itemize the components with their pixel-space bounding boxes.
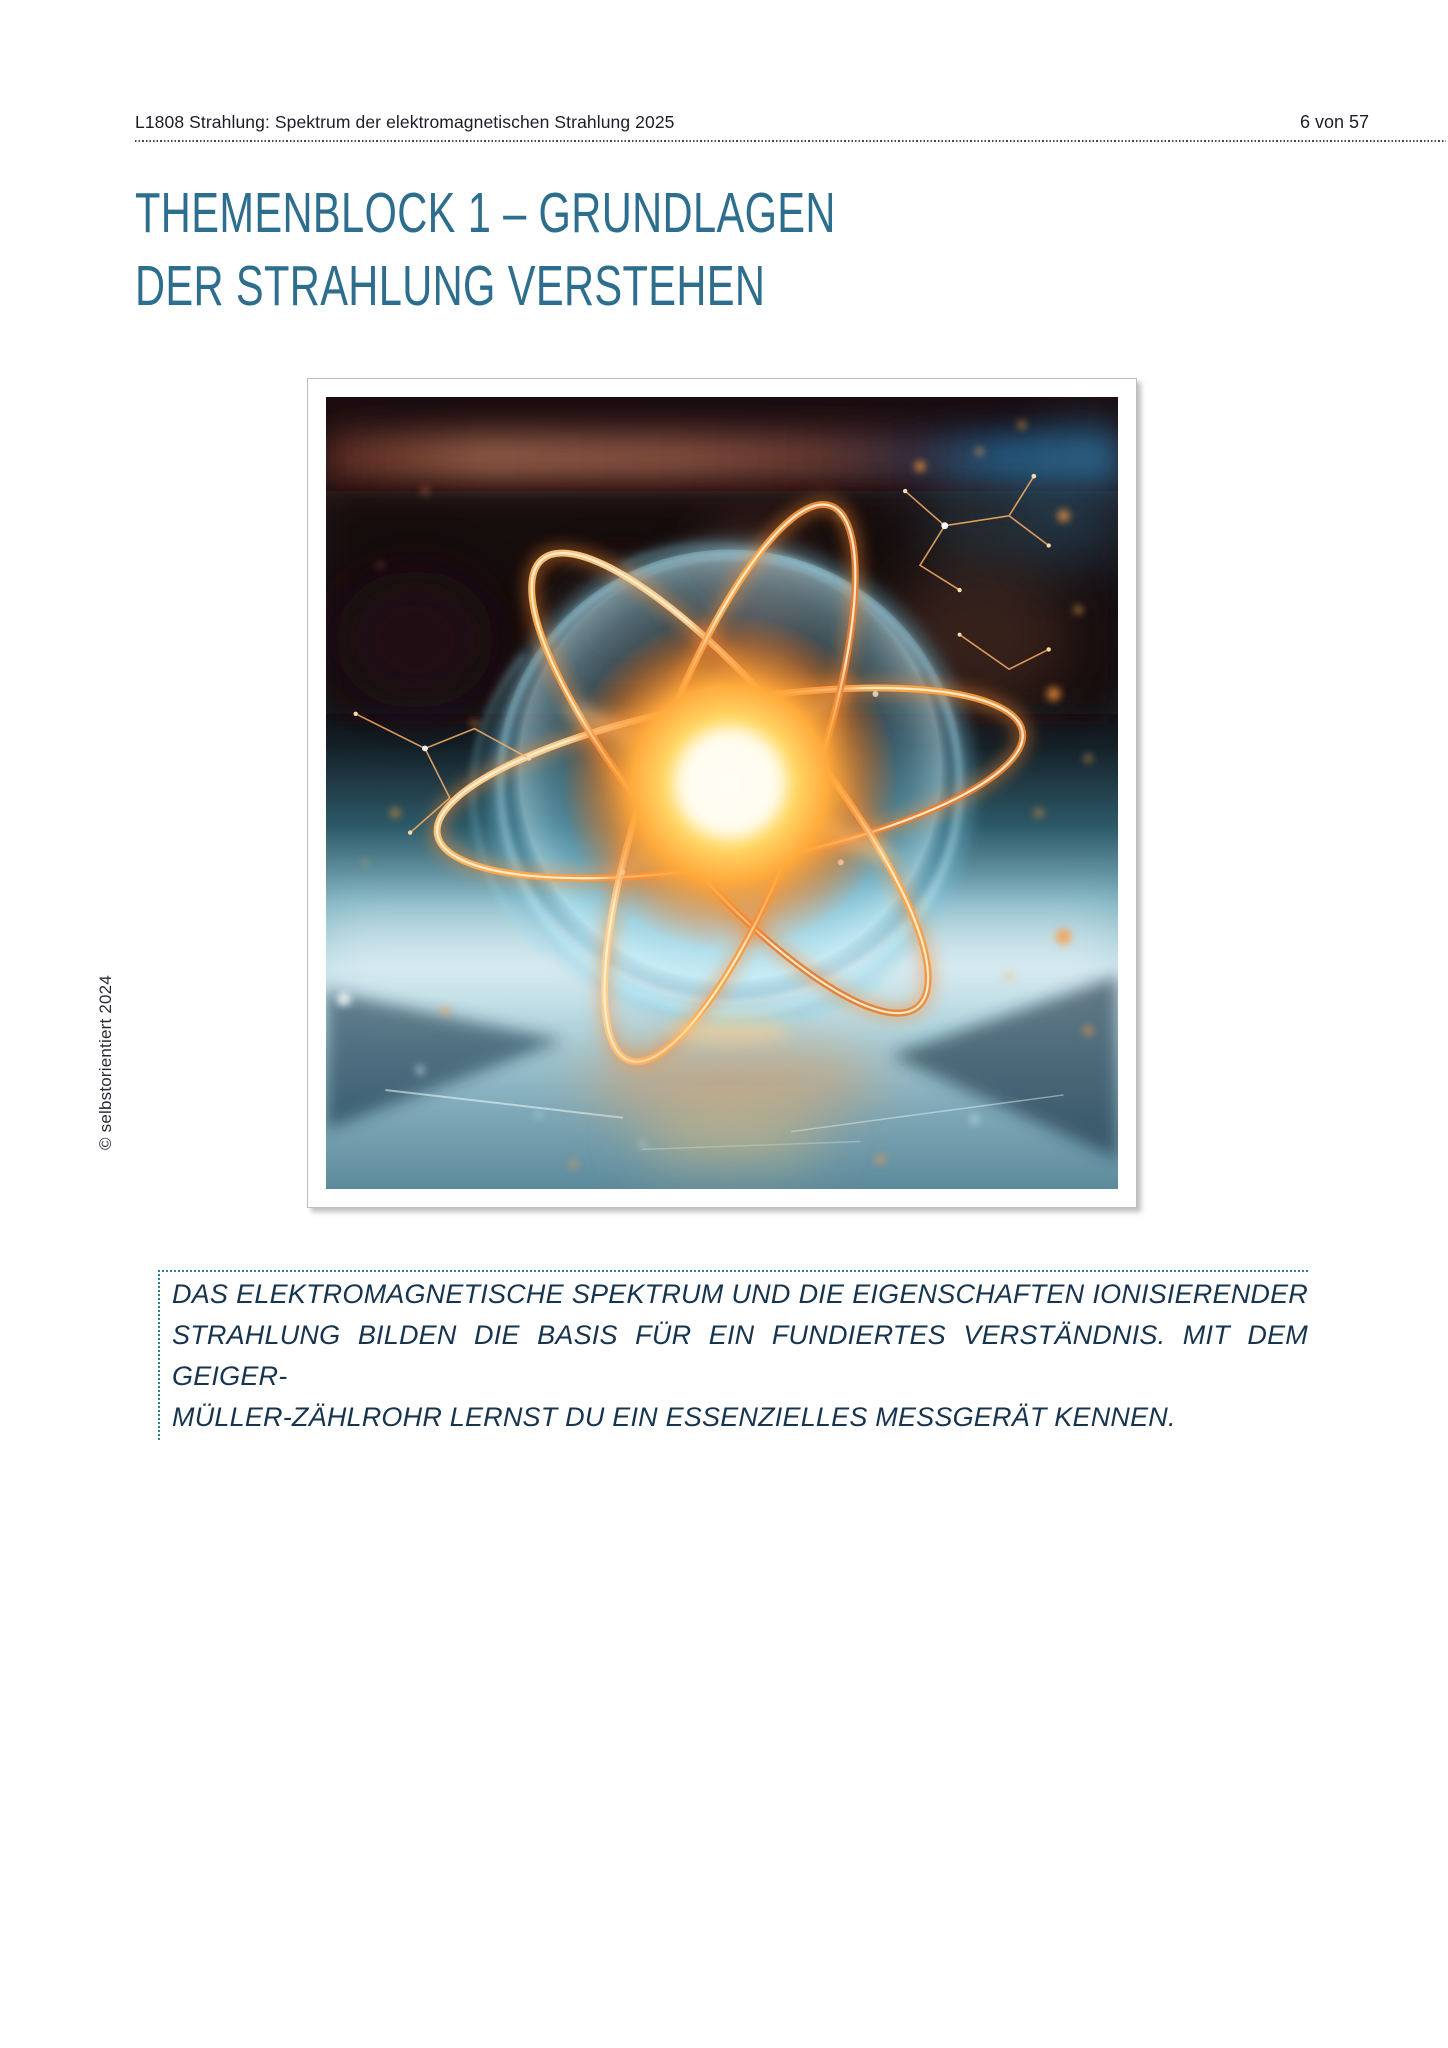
callout-line: DAS ELEKTROMAGNETISCHE SPEKTRUM UND DIE EIGENSCHAFTEN IONISIERENDER — [172, 1279, 1308, 1309]
header-page-number: 6 von 57 — [1300, 112, 1370, 132]
callout-box — [158, 1270, 1308, 1440]
title-line-1: THEMENBLOCK 1 – GRUNDLAGEN — [135, 181, 836, 245]
atom-illustration — [326, 397, 1118, 1189]
copyright-note: © selbstorientiert 2024 — [96, 975, 115, 1150]
page-title — [135, 177, 836, 323]
callout-line: STRAHLUNG BILDEN DIE BASIS FÜR EIN FUNDIERTES VERSTÄNDNIS. MIT DEM GEIGER- — [172, 1320, 1308, 1391]
header-rule — [135, 140, 1446, 142]
figure-frame — [307, 378, 1137, 1208]
title-line-2: DER STRAHLUNG VERSTEHEN — [135, 254, 766, 318]
header-document-title: L1808 Strahlung: Spektrum der elektromagnetischen Strahlung 2025 — [135, 112, 675, 132]
atom-photo — [326, 397, 1118, 1189]
callout-line: MÜLLER-ZÄHLROHR LERNST DU EIN ESSENZIELLES MESSGERÄT KENNEN. — [172, 1402, 1176, 1432]
